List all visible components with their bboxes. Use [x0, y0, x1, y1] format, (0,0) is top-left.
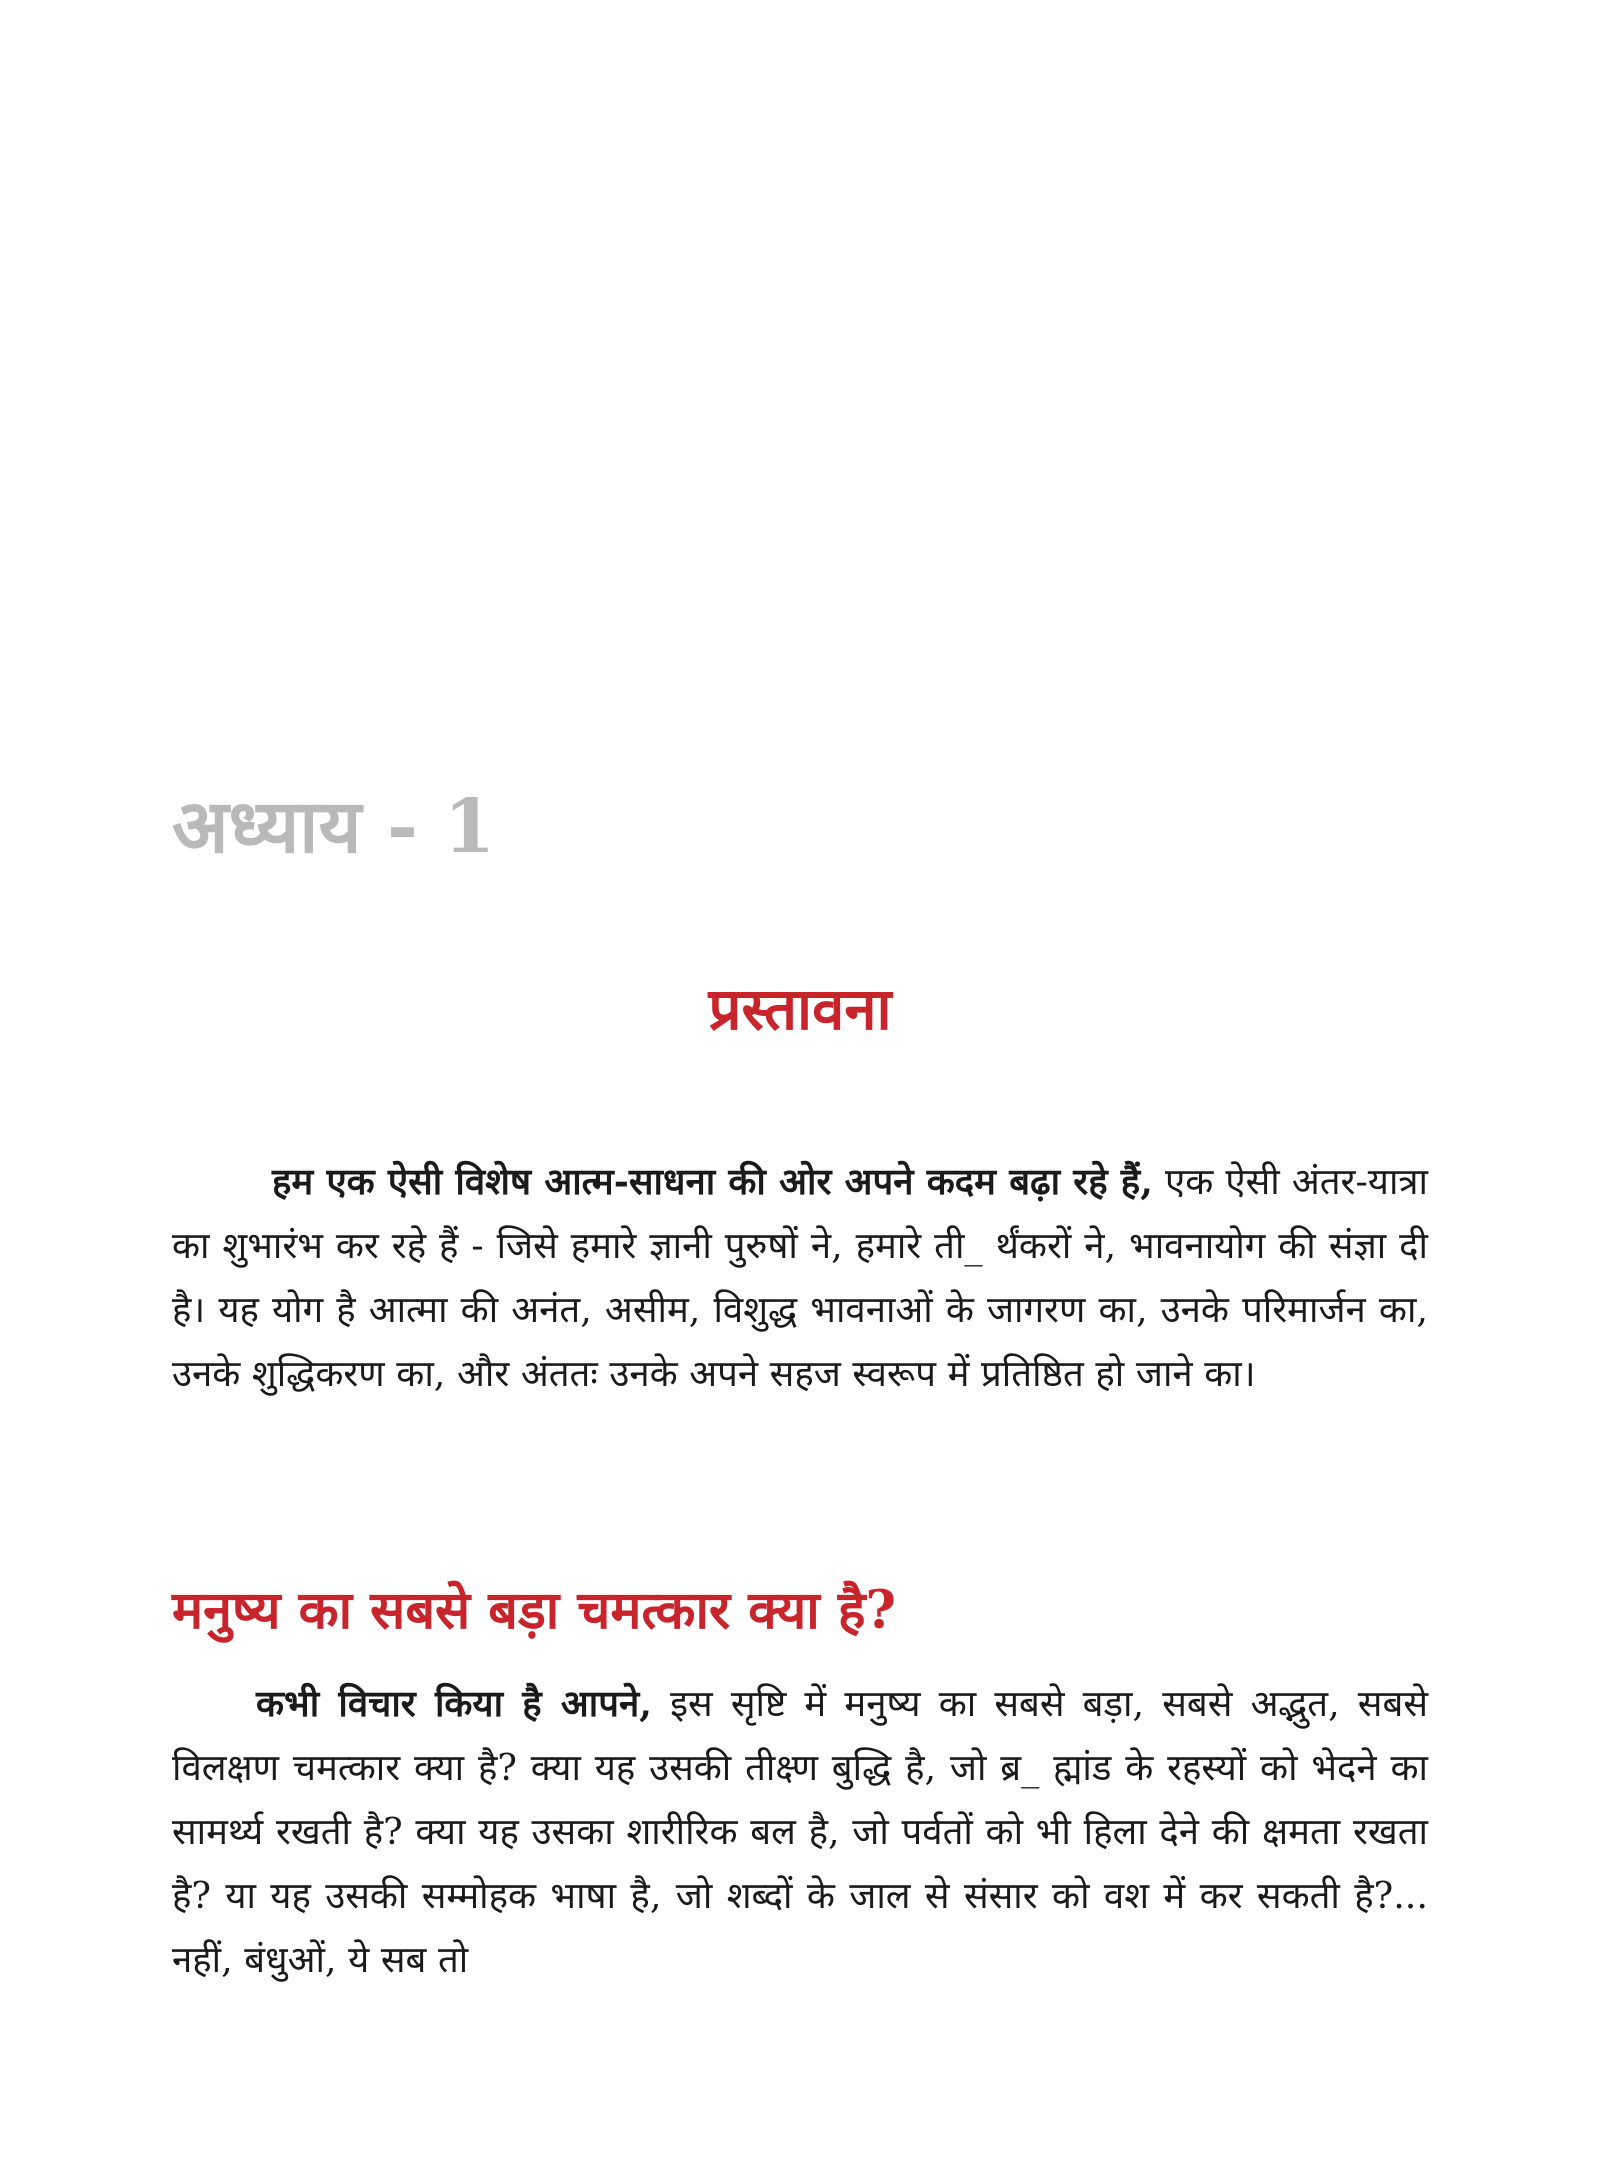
intro-lead-text: हम एक ऐसी विशेष आत्म-साधना की ओर अपने कदम बढ़ा रहे हैं, — [272, 1160, 1153, 1203]
intro-paragraph — [172, 1150, 1428, 1406]
section-body-text: इस सृष्टि में मनुष्य का सबसे बड़ा, सबसे अद्भुत, सबसे विलक्षण चमत्कार क्या है? क्या यह उसकी तीक्ष्ण बुद्धि है, जो ब्र_ ह्मांड के रहस्यों को भेदने का सामर्थ्य रखती है? क्या यह उसका शारीरिक बल है, जो पर्वतों को भी हिला देने की क्षमता रखता है? या यह उसकी सम्मोहक भाषा है, जो शब्दों के जाल से संसार को वश में कर सकती है?... नहीं, बंधुओं, ये सब तो — [172, 1682, 1428, 1981]
section-lead-text: कभी विचार किया है आपने, — [256, 1682, 652, 1725]
section-paragraph — [172, 1672, 1428, 1992]
intro-body-text: एक ऐसी अंतर-यात्रा का शुभारंभ कर रहे हैं - जिसे हमारे ज्ञानी पुरुषों ने, हमारे ती_ र्थंकरों ने, भावनायोग की संज्ञा दी है। यह योग है आत्मा की अनंत, असीम, विशुद्ध भावनाओं के जागरण का, उनके परिमार्जन का, उनके शुद्धिकरण का, और अंततः उनके अपने सहज स्वरूप में प्रतिष्ठित हो जाने का। — [172, 1160, 1428, 1395]
chapter-label: अध्याय - 1 — [172, 784, 496, 870]
chapter-title: प्रस्तावना — [708, 975, 892, 1043]
section-heading: मनुष्य का सबसे बड़ा चमत्कार क्या है? — [172, 1580, 896, 1641]
